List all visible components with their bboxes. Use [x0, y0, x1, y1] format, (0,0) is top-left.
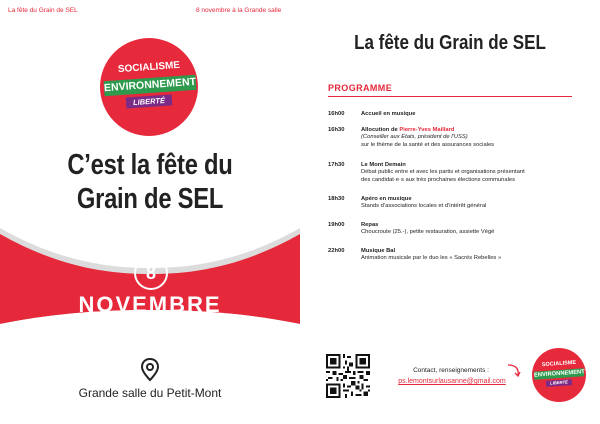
logo-line1: SOCIALISME: [541, 359, 577, 369]
item-time: 22h00: [328, 248, 345, 254]
logo-line3: LIBERTÉ: [126, 94, 173, 108]
headline-line1: C’est la fête du: [67, 149, 233, 181]
item-time: 19h00: [328, 222, 345, 228]
header-left: La fête du Grain de SEL: [8, 7, 78, 14]
item-desc: des candidat·e·s aux très prochaines élections communales: [361, 176, 516, 183]
programme-divider: [328, 96, 572, 97]
programme-panel: [300, 0, 600, 424]
location-pin-icon: [140, 358, 160, 382]
month-label: NOVEMBRE: [78, 292, 222, 317]
day-badge: 8: [134, 256, 168, 290]
item-title: Apéro en musique: [361, 196, 412, 202]
item-desc: Stands d’associations locales et d’intérêt général: [361, 203, 487, 210]
contact-label: Contact, renseignements :: [413, 367, 489, 374]
programme-heading: PROGRAMME: [328, 83, 393, 93]
header-right: 8 novembre à la Grande salle: [196, 7, 282, 14]
item-title: Allocution de: [361, 127, 398, 133]
logo-line1: SOCIALISME: [117, 59, 181, 76]
qr-code[interactable]: [326, 354, 370, 398]
logo-line2: ENVIRONNEMENT: [103, 75, 197, 95]
item-title: Accueil en musique: [361, 111, 416, 117]
item-desc: Animation musicale par le duo les « Sacrés Rebelles »: [361, 255, 502, 262]
item-desc: Débat public entre et avec les partis et organisations présentant: [361, 169, 525, 176]
item-title: Repas: [361, 222, 379, 228]
venue-label: Grande salle du Petit-Mont: [78, 386, 222, 400]
headline-line2: Grain de SEL: [76, 183, 224, 215]
item-desc: Choucroute (25.-), petite restauration, assiette Végé: [361, 229, 495, 236]
party-logo-small: [532, 348, 586, 402]
item-time: 18h30: [328, 196, 345, 202]
cover-headline: [60, 148, 240, 216]
item-time: 17h30: [328, 162, 345, 168]
logo-line3: LIBERTÉ: [546, 379, 572, 387]
logo-line2: ENVIRONNEMENT: [533, 369, 586, 379]
item-time: 16h00: [328, 111, 345, 117]
speaker-role: (Conseiller aux États, président de l’USS): [361, 134, 468, 141]
item-title: Musique Bal: [361, 248, 396, 254]
item-title: Le Mont Demain: [361, 162, 406, 168]
item-time: 16h30: [328, 127, 345, 133]
curved-arrow-icon: [506, 362, 522, 378]
programme-title: La fête du Grain de SEL: [354, 32, 546, 54]
item-desc: sur le thème de la santé et des assurances sociales: [361, 141, 495, 148]
speaker-name: Pierre-Yves Maillard: [399, 127, 455, 133]
party-logo: [100, 38, 198, 136]
contact-email-link[interactable]: ps.lemontsurlausanne@gmail.com: [398, 378, 506, 385]
